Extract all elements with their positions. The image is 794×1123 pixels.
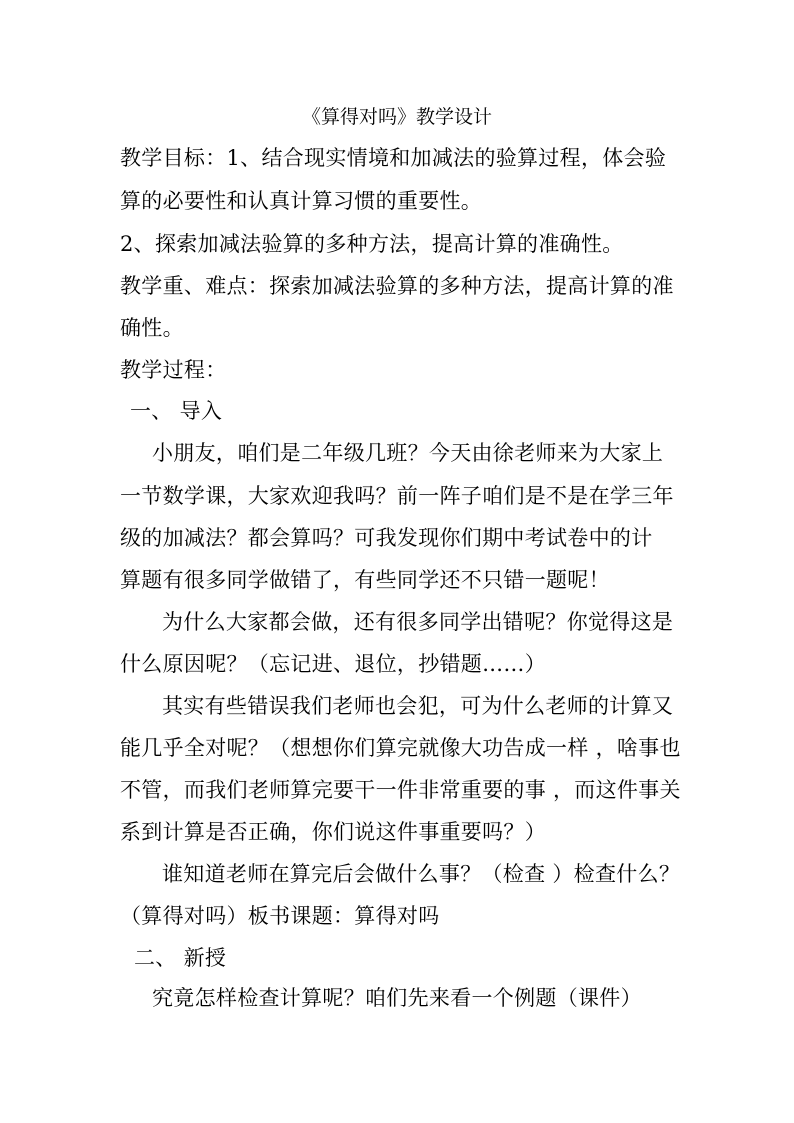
paragraph-line: 谁知道老师在算完后会做什么事？（检查 ）检查什么？	[162, 862, 681, 886]
paragraph-line: 系到计算是否正确，你们说这件事重要吗？）	[120, 820, 546, 844]
paragraph-line: 算题有很多同学做错了，有些同学还不只错一题呢！	[120, 568, 610, 592]
paragraph-line: 2、探索加减法验算的多种方法，提高计算的准确性。	[120, 232, 624, 256]
paragraph-line: 小朋友，咱们是二年级几班？今天由徐老师来为大家上	[152, 441, 664, 465]
paragraph-line: 什么原因呢？（忘记进、退位，抄错题……）	[120, 652, 546, 676]
paragraph-line: 算的必要性和认真计算习惯的重要性。	[120, 189, 483, 213]
paragraph-line: 究竟怎样检查计算呢？咱们先来看一个例题（课件）	[152, 986, 642, 1010]
paragraph-line: 不管，而我们老师算完要干一件非常重要的事 ，而这件事关	[120, 778, 681, 802]
paragraph-line: 确性。	[120, 316, 184, 340]
paragraph-line: 为什么大家都会做，还有很多同学出错呢？你觉得这是	[162, 610, 674, 634]
paragraph-line: （算得对吗）板书课题：算得对吗	[120, 904, 440, 928]
section-heading: 教学过程：	[120, 358, 227, 382]
section-heading: 二、 新授	[134, 946, 227, 970]
section-heading: 一、 导入	[130, 399, 223, 423]
paragraph-line: 其实有些错误我们老师也会犯，可为什么老师的计算又	[162, 694, 674, 718]
paragraph-line: 一节数学课，大家欢迎我吗？前一阵子咱们是不是在学三年	[120, 484, 674, 508]
paragraph-line: 级的加减法？都会算吗？可我发现你们期中考试卷中的计	[120, 526, 653, 550]
paragraph-line: 教学目标：1、结合现实情境和加减法的验算过程，体会验	[120, 146, 667, 170]
document-title: 《算得对吗》教学设计	[301, 106, 492, 128]
paragraph-line: 教学重、难点：探索加减法验算的多种方法，提高计算的准	[120, 274, 674, 298]
paragraph-line: 能几乎全对呢？（想想你们算完就像大功告成一样 ，啥事也	[120, 736, 681, 760]
